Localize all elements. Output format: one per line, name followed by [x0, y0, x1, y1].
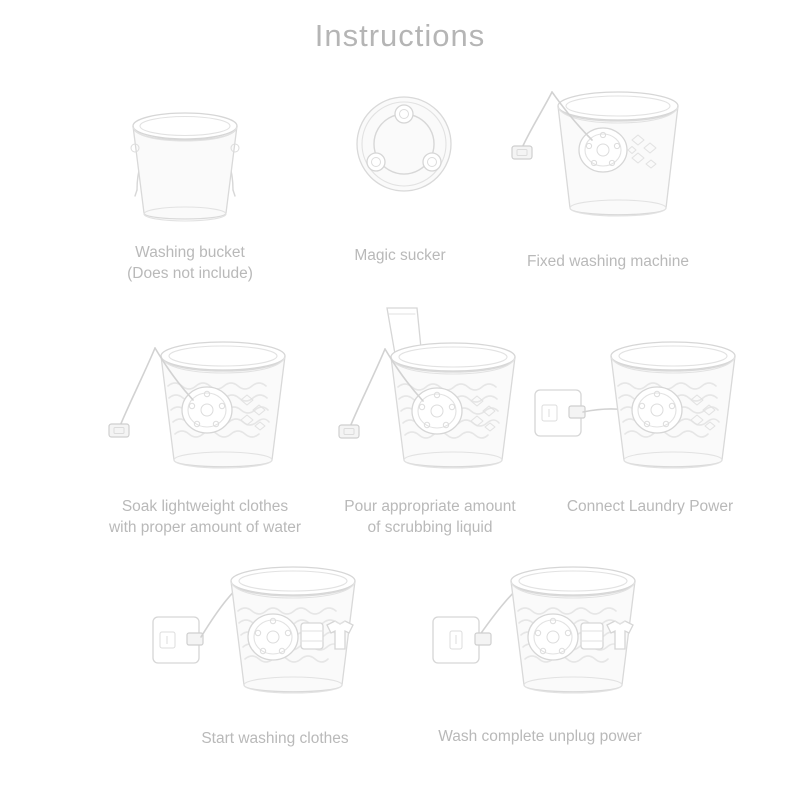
suction-cup-ring-icon [340, 92, 468, 202]
washer-complete-unplug-icon [425, 555, 645, 715]
caption-line: Fixed washing machine [527, 253, 689, 270]
wall-socket-connected-icon [525, 330, 745, 490]
bucket-with-handle-icon [110, 78, 260, 228]
washer-running-icon [145, 555, 365, 715]
bucket-with-washer-icon [500, 78, 700, 238]
caption-line: of scrubbing liquid [367, 519, 493, 536]
caption-line: Washing bucket [135, 244, 245, 261]
caption-start-washing [145, 728, 405, 749]
caption-line: with proper amount of water [108, 519, 302, 536]
step-start-washing [145, 555, 365, 715]
step-fixed-washing-machine [500, 78, 700, 238]
bucket-with-water-icon [95, 330, 305, 490]
caption-fixed-washing-machine [478, 251, 738, 272]
page-title: Instructions [314, 18, 486, 53]
caption-line: Start washing clothes [201, 730, 349, 747]
caption-wash-complete [395, 726, 685, 747]
step-wash-complete [425, 555, 645, 715]
caption-line: (Does not include) [127, 265, 253, 282]
step-washing-bucket [110, 78, 260, 228]
caption-line: Soak lightweight clothes [121, 498, 289, 515]
caption-line: Wash complete unplug power [438, 728, 642, 745]
caption-line: Magic sucker [354, 247, 446, 264]
bucket-pouring-detergent-icon [325, 305, 535, 490]
step-soak-clothes [95, 330, 305, 490]
caption-connect-power [520, 496, 780, 517]
step-magic-sucker [340, 92, 468, 202]
caption-line: Connect Laundry Power [566, 498, 734, 515]
caption-line: Pour appropriate amount [344, 498, 516, 515]
step-connect-power [525, 330, 745, 490]
step-pour-detergent [325, 305, 535, 490]
